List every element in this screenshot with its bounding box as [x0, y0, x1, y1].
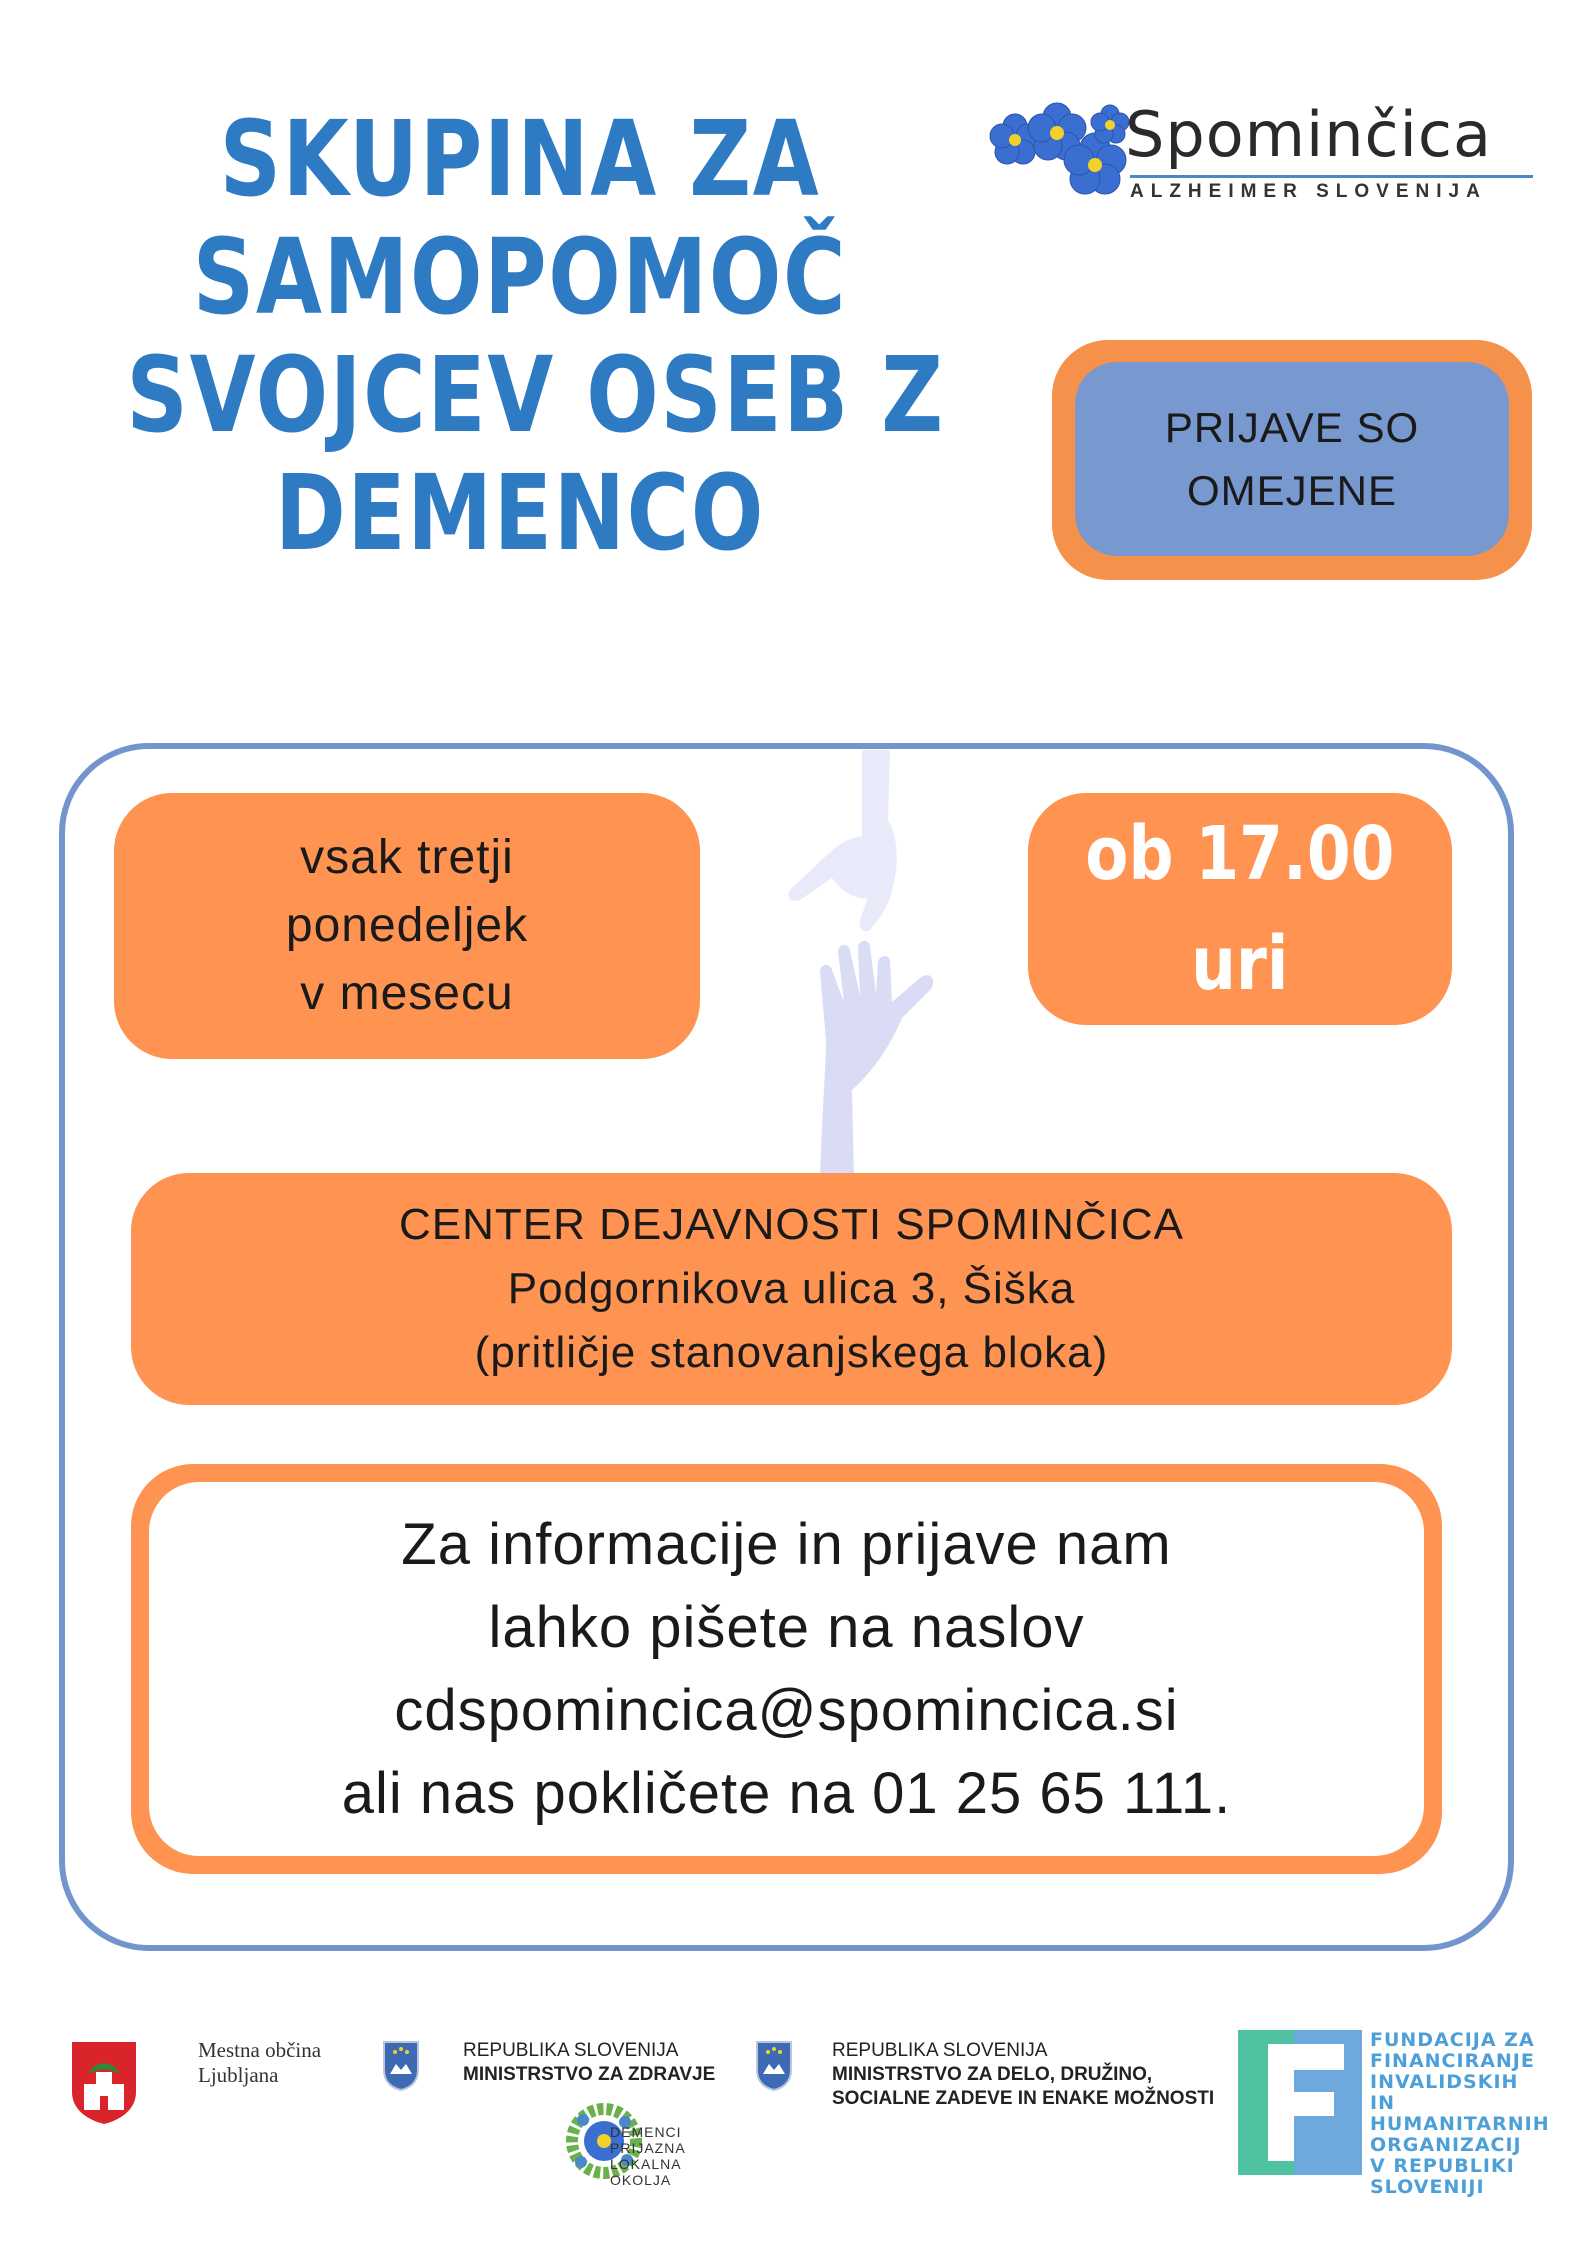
health-ministry-label [463, 2039, 715, 2087]
contact-line-1: Za informacije in prijave nam [401, 1512, 1172, 1577]
when-line-2: ponedeljek [285, 899, 529, 952]
health-line-1: REPUBLIKA SLOVENIJA [463, 2040, 679, 2061]
location-line-3: (pritličje stanovanjskega bloka) [474, 1328, 1109, 1377]
fund-line-1: FUNDACIJA ZA [1370, 2029, 1535, 2051]
title-line-2: SAMOPOMOČ [192, 216, 848, 338]
demenci-line-4: OKOLJA [610, 2172, 672, 2188]
location-line-2: Podgornikova ulica 3, Šiška [507, 1264, 1076, 1313]
ljubljana-crest-icon [70, 2040, 138, 2124]
time-line-2: uri [1191, 921, 1289, 1007]
page-title [126, 98, 945, 574]
ljubljana-line-1: Mestna občina [198, 2038, 322, 2062]
fund-line-5: ORGANIZACIJ [1370, 2134, 1522, 2156]
demenci-line-2: PRIJAZNA [610, 2140, 686, 2156]
contact-box [149, 1482, 1424, 1856]
notice-line-2: OMEJENE [1186, 467, 1397, 514]
fund-line-2: FINANCIRANJE [1370, 2050, 1535, 2072]
fund-line-4: HUMANITARNIH [1370, 2113, 1550, 2135]
title-line-4: DEMENCO [274, 452, 766, 574]
logo-underline [1130, 175, 1533, 178]
schedule-time [1028, 793, 1452, 1025]
notice-line-1: PRIJAVE SO [1164, 404, 1420, 451]
labour-ministry-label [832, 2039, 1214, 2111]
demenci-line-3: LOKALNA [610, 2156, 682, 2172]
contact-email[interactable]: cdspomincica@spomincica.si [394, 1678, 1179, 1743]
reaching-hands-icon [780, 750, 940, 1180]
contact-line-2: lahko pišete na naslov [488, 1595, 1085, 1660]
notice-badge [1075, 362, 1509, 556]
fiho-fund-logo-icon [1238, 2030, 1362, 2175]
fund-line-7: SLOVENIJI [1370, 2176, 1485, 2198]
time-line-1: ob 17.00 [1085, 811, 1395, 897]
slovenia-coat-of-arms-icon-2 [755, 2040, 793, 2092]
labour-line-3: SOCIALNE ZADEVE IN ENAKE MOŽNOSTI [832, 2088, 1215, 2109]
location-box [131, 1173, 1452, 1405]
dementia-friendly-label [610, 2124, 686, 2188]
ljubljana-label [198, 2038, 321, 2088]
fund-label [1370, 2029, 1550, 2198]
slovenia-coat-of-arms-icon [382, 2040, 420, 2092]
health-line-2: MINISTRSTVO ZA ZDRAVJE [463, 2064, 716, 2085]
location-line-1: CENTER DEJAVNOSTI SPOMINČICA [398, 1200, 1185, 1249]
title-line-1: SKUPINA ZA [219, 98, 821, 220]
fund-line-3: INVALIDSKIH IN [1370, 2071, 1519, 2114]
logo-name: Spominčica [1125, 98, 1492, 171]
ljubljana-line-2: Ljubljana [198, 2063, 279, 2087]
logo-subtitle: ALZHEIMER SLOVENIJA [1130, 181, 1487, 202]
labour-line-1: REPUBLIKA SLOVENIJA [832, 2040, 1048, 2061]
labour-line-2: MINISTRSTVO ZA DELO, DRUŽINO, [832, 2064, 1153, 2085]
contact-phone[interactable]: ali nas pokličete na 01 25 65 111. [341, 1761, 1232, 1826]
title-line-3: SVOJCEV OSEB Z [126, 334, 945, 456]
when-line-3: v mesecu [300, 967, 514, 1020]
demenci-line-1: DEMENCI [610, 2124, 682, 2140]
schedule-when [114, 793, 700, 1059]
when-line-1: vsak tretji [300, 831, 514, 884]
fund-line-6: V REPUBLIKI [1370, 2155, 1515, 2177]
